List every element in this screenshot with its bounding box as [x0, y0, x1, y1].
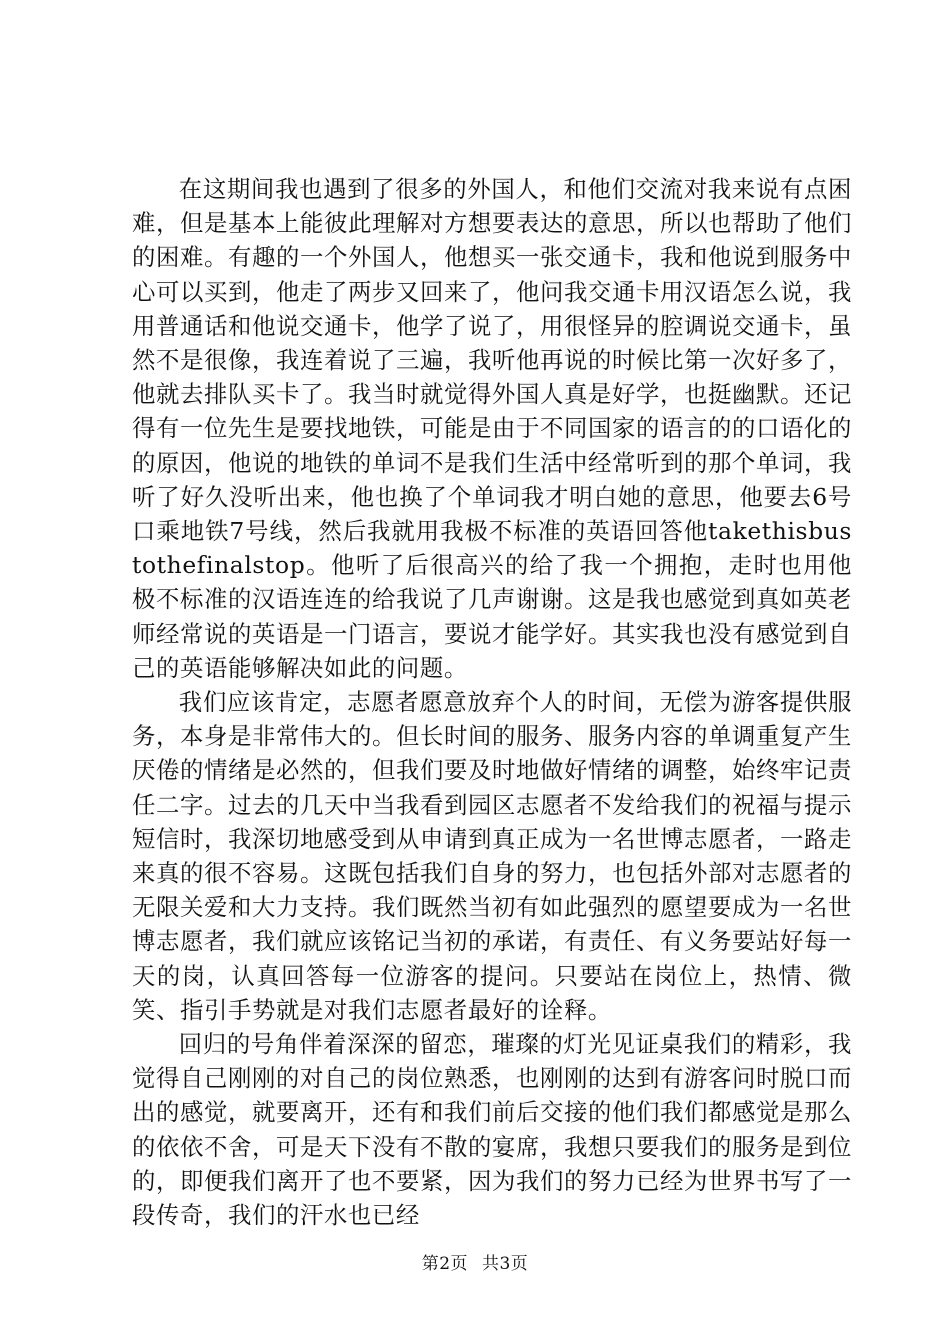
paragraph-1: 在这期间我也遇到了很多的外国人，和他们交流对我来说有点困难，但是基本上能彼此理解对方想要表达的意思，所以也帮助了他们的困难。有趣的一个外国人，他想买一张交通卡，我和他说到服务中心可以买到，他走了两步又回来了，他问我交通卡用汉语怎么说，我用普通话和他说交通卡，他学了说了，用很怪异的腔调说交通卡，虽然不是很像，我连着说了三遍，我听他再说的时候比第一次好多了，他就去排队买卡了。我当时就觉得外国人真是好学，也挺幽默。还记得有一位先生是要找地铁，可能是由于不同国家的语言的的口语化的的原因，他说的地铁的单词不是我们生活中经常听到的那个单词，我听了好久没听出来，他也换了个单词我才明白她的意思，他要去6号口乘地铁7号线，然后我就用我极不标准的英语回答他takethisbustothefinalstop。他听了后很高兴的给了我一个拥抱，走时也用他极不标准的汉语连连的给我说了几声谢谢。这是我也感觉到真如英老师经常说的英语是一门语言，要说才能学好。其实我也没有感觉到自己的英语能够解决如此的问题。 [132, 175, 852, 682]
body-text [132, 172, 852, 1232]
page-number: 第2页 [421, 1254, 469, 1274]
paragraph-2: 我们应该肯定，志愿者愿意放弃个人的时间，无偿为游客提供服务，本身是非常伟大的。但长时间的服务、服务内容的单调重复产生厌倦的情绪是必然的，但我们要及时地做好情绪的调整，始终牢记责任二字。过去的几天中当我看到园区志愿者不发给我们的祝福与提示短信时，我深切地感受到从申请到真正成为一名世博志愿者，一路走来真的很不容易。这既包括我们自身的努力，也包括外部对志愿者的无限关爱和大力支持。我们既然当初有如此强烈的愿望要成为一名世博志愿者，我们就应该铭记当初的承诺，有责任、有义务要站好每一天的岗，认真回答每一位游客的提问。只要站在岗位上，热情、微笑、指引手势就是对我们志愿者最好的诠释。 [132, 688, 852, 1024]
page-total: 共3页 [481, 1254, 529, 1274]
page-footer [0, 1252, 950, 1276]
paragraph-3: 回归的号角伴着深深的留恋，璀璨的灯光见证桌我们的精彩，我觉得自己刚刚的对自己的岗位熟悉，也刚刚的达到有游客问时脱口而出的感觉，就要离开，还有和我们前后交接的他们我们都感觉是那么的依依不舍，可是天下没有不散的宴席，我想只要我们的服务是到位的，即便我们离开了也不要紧，因为我们的努力已经为世界书写了一段传奇，我们的汗水也已经 [132, 1030, 852, 1230]
